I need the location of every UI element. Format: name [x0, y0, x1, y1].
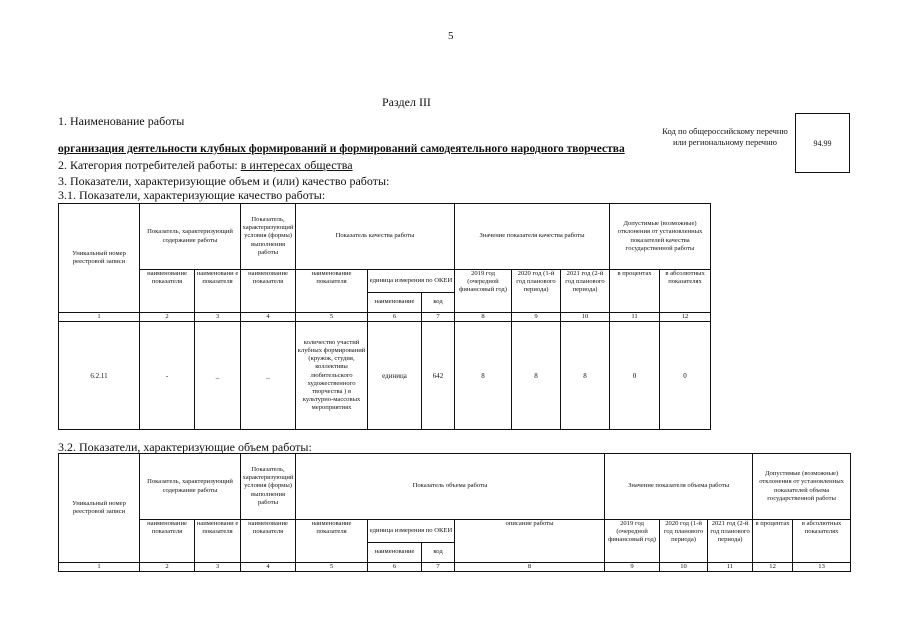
header-year-2021: 2021 год (2-й год планового периода): [561, 270, 610, 313]
cell-okei-code: 642: [422, 322, 455, 430]
col-number: 9: [512, 313, 561, 322]
col-number: 11: [610, 313, 660, 322]
col-number: 7: [422, 313, 455, 322]
col-number: 6: [368, 313, 422, 322]
section-title: Раздел III: [382, 95, 431, 109]
category-label: 2. Категория потребителей работы:: [58, 158, 238, 172]
header-name-2: наименовани е показателя: [195, 270, 241, 313]
col-number: 6: [368, 563, 422, 572]
header-name-4: наименование показателя: [296, 270, 368, 313]
category-line: [58, 158, 353, 173]
header-year-2019: 2019 год (очередной финансовый год): [605, 520, 660, 563]
header-quality: Показатель качества работы: [296, 204, 455, 270]
cell-value-2020: 8: [512, 322, 561, 430]
header-conditions: Показатель, характеризующий условия (формы) выполнения работы: [241, 204, 296, 270]
header-absolute: в абсолютных показателях: [793, 520, 851, 563]
header-conditions: Показатель, характеризующий условия (формы) выполнения работы: [241, 454, 296, 520]
col-number: 5: [296, 313, 368, 322]
col-number: 10: [561, 313, 610, 322]
header-volume: Показатель объема работы: [296, 454, 605, 520]
header-values: Значение показателя объема работы: [605, 454, 753, 520]
header-content: Показатель, характеризующий содержание работы: [140, 454, 241, 520]
cell-unique-number: 6.2.11: [59, 322, 140, 430]
col-number: 3: [195, 563, 241, 572]
header-content: Показатель, характеризующий содержание работы: [140, 204, 241, 270]
header-name-3: наименование показателя: [241, 270, 296, 313]
col-number: 1: [59, 563, 140, 572]
col-number: 11: [708, 563, 753, 572]
header-okei-code: код: [422, 293, 455, 313]
header-name-1: наименование показателя: [140, 520, 195, 563]
quality-table: [58, 203, 711, 430]
col-number: 2: [140, 313, 195, 322]
cell-value-2019: 8: [455, 322, 512, 430]
header-okei-name: наименование: [368, 293, 422, 313]
cell-conditions: _: [241, 322, 296, 430]
volume-label: 3.2. Показатели, характеризующие объем работы:: [58, 440, 312, 454]
header-okei-code: код: [422, 543, 455, 563]
code-label: Код по общероссийскому перечню или региональному перечню: [662, 126, 788, 147]
header-deviation: Допустимые (возможные) отклонения от установленных показателей качества государственной работы: [610, 204, 711, 270]
page-number: 5: [448, 30, 454, 42]
header-description: описание работы: [455, 520, 605, 563]
col-number: 10: [660, 563, 708, 572]
category-value: в интересах общества: [240, 158, 353, 172]
header-name-1: наименование показателя: [140, 270, 195, 313]
header-year-2020: 2020 год (1-й год планового периода): [660, 520, 708, 563]
indicators-label: 3. Показатели, характеризующие объем и (или) качество работы:: [58, 174, 390, 188]
col-number: 1: [59, 313, 140, 322]
col-number: 8: [455, 563, 605, 572]
cell-content-1: -: [140, 322, 195, 430]
code-value: 94.99: [795, 113, 850, 173]
volume-table: [58, 453, 851, 572]
cell-absolute: 0: [660, 322, 711, 430]
col-number: 3: [195, 313, 241, 322]
cell-value-2021: 8: [561, 322, 610, 430]
col-number: 5: [296, 563, 368, 572]
header-name-4: наименование показателя: [296, 520, 368, 563]
cell-content-2: _: [195, 322, 241, 430]
col-number: 7: [422, 563, 455, 572]
col-number: 4: [241, 313, 296, 322]
header-percent: в процентах: [753, 520, 793, 563]
header-okei-name: наименование: [368, 543, 422, 563]
work-name: организация деятельности клубных формирований и формирований самодеятельного народного творчества: [58, 143, 625, 155]
header-name-2: наименовани е показателя: [195, 520, 241, 563]
quality-label: 3.1. Показатели, характеризующие качество работы:: [58, 188, 326, 202]
header-okei: единица измерения по ОКЕИ: [368, 270, 455, 293]
cell-unit: единица: [368, 322, 422, 430]
cell-percent: 0: [610, 322, 660, 430]
col-number: 13: [793, 563, 851, 572]
cell-indicator-name: количество участий клубных формирований (кружок, студия, коллективы любительского художественного творчества ) в культурно-массовых мероприятиях: [296, 322, 368, 430]
col-number: 2: [140, 563, 195, 572]
table-row: [59, 322, 711, 430]
header-name-3: наименование показателя: [241, 520, 296, 563]
col-number: 8: [455, 313, 512, 322]
header-values: Значение показателя качества работы: [455, 204, 610, 270]
header-percent: в процентах: [610, 270, 660, 313]
col-number: 4: [241, 563, 296, 572]
work-name-label: 1. Наименование работы: [58, 114, 185, 128]
header-unique-number: Уникальный номер реестровой записи: [59, 454, 140, 563]
col-number: 9: [605, 563, 660, 572]
col-number: 12: [660, 313, 711, 322]
header-year-2020: 2020 год (1-й год планового периода): [512, 270, 561, 313]
header-unique-number: Уникальный номер реестровой записи: [59, 204, 140, 313]
col-number: 12: [753, 563, 793, 572]
header-absolute: в абсолютных показателях: [660, 270, 711, 313]
header-year-2019: 2019 год (очередной финансовый год): [455, 270, 512, 313]
header-year-2021: 2021 год (2-й год планового периода): [708, 520, 753, 563]
header-okei: единица измерения по ОКЕИ: [368, 520, 455, 543]
header-deviation: Допустимые (возможные) отклонения от установленных показателей объема государственной работы: [753, 454, 851, 520]
